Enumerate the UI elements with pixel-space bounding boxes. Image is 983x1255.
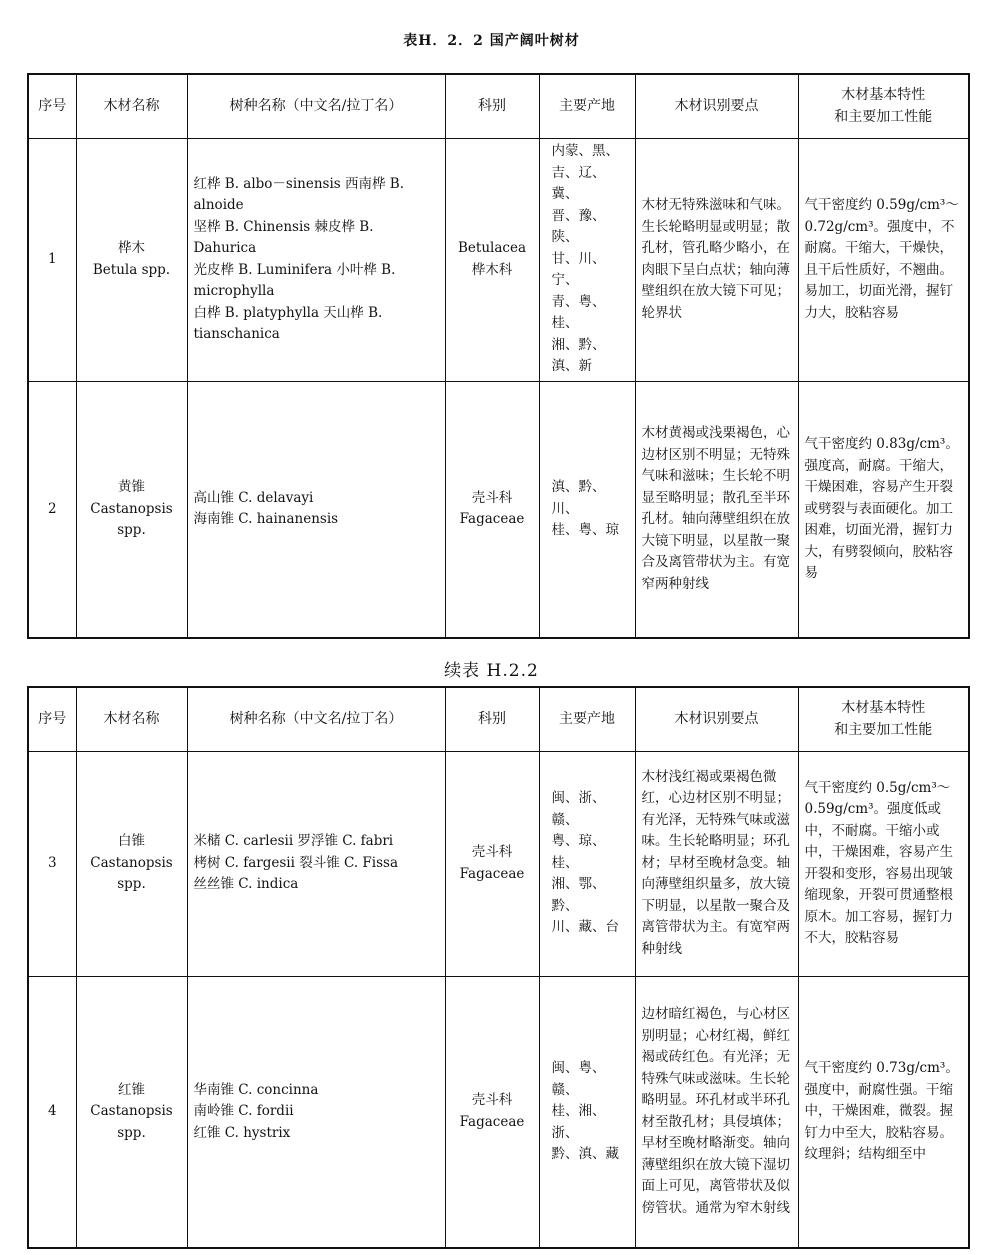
wood-name: 白锥 Castanopsis spp. — [76, 751, 187, 976]
col-header-properties: 木材基本特性 和主要加工性能 — [798, 74, 969, 138]
col-header-family: 科别 — [445, 687, 539, 751]
wood-name: 红锥 Castanopsis spp. — [76, 976, 187, 1248]
properties: 气干密度约 0.73g/cm³。强度中，耐腐性强。干缩中，干燥困难，微裂。握钉力中至大，胶粘容易。纹理斜；结构细至中 — [798, 976, 969, 1248]
table-row — [28, 138, 969, 381]
col-header-species: 树种名称（中文名/拉丁名） — [187, 74, 445, 138]
origin: 内蒙、黑、 吉、辽、冀、 晋、豫、陕、 甘、川、宁、 青、粤、桂、 湘、黔、滇、新 — [539, 138, 635, 381]
identification-features: 木材黄褐或浅栗褐色，心边材区别不明显；无特殊气味和滋味；生长轮不明显至略明显；散孔至半环孔材。轴向薄壁组织在放大镜下明显，以星散一聚合及离管带状为主。有宽窄两种射线 — [635, 381, 798, 638]
properties: 气干密度约 0.83g/cm³。强度高，耐腐。干缩大，干燥困难，容易产生开裂或劈裂与表面硬化。加工困难，切面光滑，握钉力大，有劈裂倾向，胶粘容易 — [798, 381, 969, 638]
family: 壳斗科 Fagaceae — [445, 976, 539, 1248]
species-names: 米槠 C. carlesii 罗浮锥 C. fabri 栲树 C. fargesii 裂斗锥 C. Fissa 丝丝锥 C. indica — [187, 751, 445, 976]
row-no: 4 — [28, 976, 76, 1248]
col-header-features: 木材识别要点 — [635, 74, 798, 138]
row-no: 3 — [28, 751, 76, 976]
col-header-properties: 木材基本特性 和主要加工性能 — [798, 687, 969, 751]
col-header-origin: 主要产地 — [539, 74, 635, 138]
table-row — [28, 381, 969, 638]
col-header-species: 树种名称（中文名/拉丁名） — [187, 687, 445, 751]
identification-features: 边材暗红褐色，与心材区别明显；心材红褐，鲜红褐或砖红色。有光泽；无特殊气味或滋味。生长轮略明显。环孔材或半环孔材至散孔材；具侵填体；早材至晚材略渐变。轴向薄壁组织在放大镜下湿切面上可见，离管带状及似傍管状。通常为窄木射线 — [635, 976, 798, 1248]
species-names: 红桦 B. albo－sinensis 西南桦 B. alnoide 坚桦 B. Chinensis 棘皮桦 B. Dahurica 光皮桦 B. Luminifera 小叶桦 B. microphylla 白桦 B. platyphylla 天山桦 B. tianschanica — [187, 138, 445, 381]
properties: 气干密度约 0.5g/cm³～0.59g/cm³。强度低或中，不耐腐。干缩小或中，干燥困难，容易产生开裂和变形，容易出现皱缩现象，开裂可贯通整根原木。加工容易，握钉力不大，胶粘容易 — [798, 751, 969, 976]
origin: 闽、浙、赣、 粤、琼、桂、 湘、鄂、黔、 川、藏、台 — [539, 751, 635, 976]
continued-table-title: 续表 H.2.2 — [444, 661, 539, 681]
family: 壳斗科 Fagaceae — [445, 381, 539, 638]
col-header-no: 序号 — [28, 74, 76, 138]
wood-table-part-1 — [27, 73, 970, 639]
wood-name: 黄锥 Castanopsis spp. — [76, 381, 187, 638]
col-header-no: 序号 — [28, 687, 76, 751]
origin: 滇、黔、川、 桂、粤、琼 — [539, 381, 635, 638]
table-row — [28, 976, 969, 1248]
species-names: 高山锥 C. delavayi 海南锥 C. hainanensis — [187, 381, 445, 638]
identification-features: 木材无特殊滋味和气味。生长轮略明显或明显；散孔材，管孔略少略小，在肉眼下呈白点状；轴向薄壁组织在放大镜下可见；轮界状 — [635, 138, 798, 381]
header-row — [28, 687, 969, 751]
row-no: 1 — [28, 138, 76, 381]
col-header-family: 科别 — [445, 74, 539, 138]
table-row — [28, 751, 969, 976]
header-row — [28, 74, 969, 138]
col-header-wood: 木材名称 — [76, 687, 187, 751]
origin: 闽、粤、赣、 桂、湘、浙、 黔、滇、藏 — [539, 976, 635, 1248]
species-names: 华南锥 C. concinna 南岭锥 C. fordii 红锥 C. hystrix — [187, 976, 445, 1248]
identification-features: 木材浅红褐或栗褐色微红，心边材区别不明显；有光泽，无特殊气味或滋味。生长轮略明显；环孔材；早材至晚材急变。轴向薄壁组织量多，放大镜下明显，以星散一聚合及离管带状为主。有宽窄两种射线 — [635, 751, 798, 976]
col-header-features: 木材识别要点 — [635, 687, 798, 751]
table-title: 表H．2．2 国产阔叶树材 — [403, 33, 580, 49]
wood-name: 桦木 Betula spp. — [76, 138, 187, 381]
family: Betulacea 桦木科 — [445, 138, 539, 381]
col-header-wood: 木材名称 — [76, 74, 187, 138]
wood-table-part-2 — [27, 686, 970, 1249]
row-no: 2 — [28, 381, 76, 638]
col-header-origin: 主要产地 — [539, 687, 635, 751]
family: 壳斗科 Fagaceae — [445, 751, 539, 976]
properties: 气干密度约 0.59g/cm³～0.72g/cm³。强度中，不耐腐。干缩大，干燥快，且干后性质好，不翘曲。易加工，切面光滑，握钉力大，胶粘容易 — [798, 138, 969, 381]
